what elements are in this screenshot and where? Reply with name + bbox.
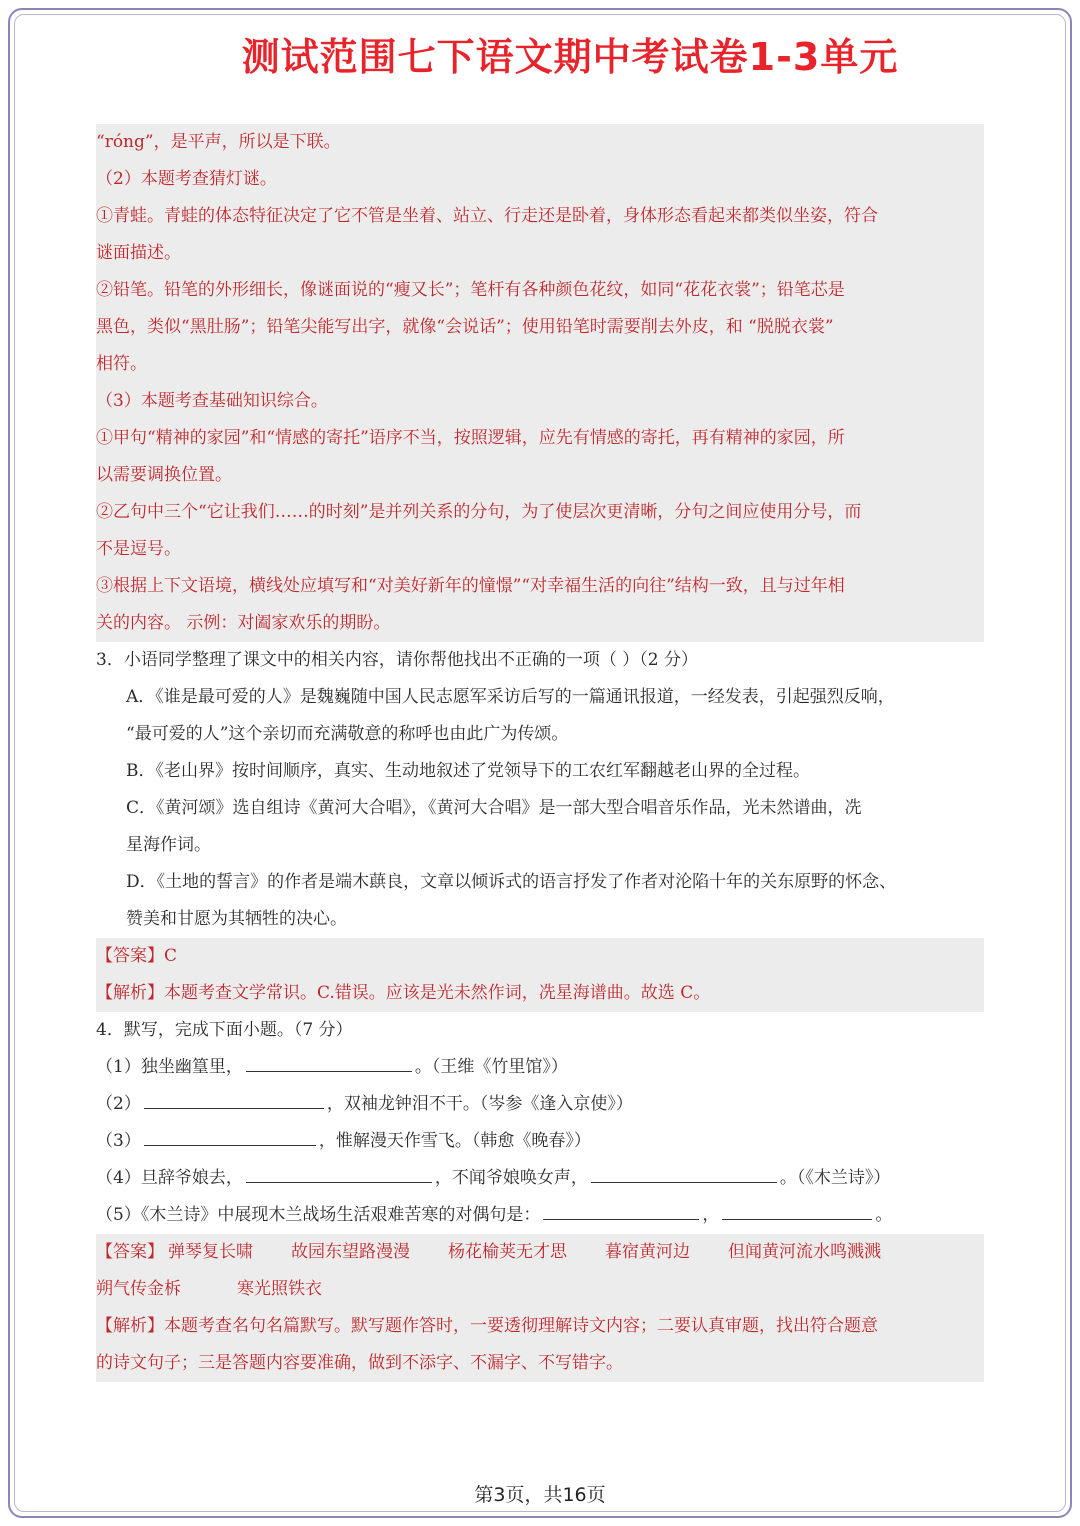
document-body: [96, 124, 986, 1382]
analysis-line: 不是逗号。: [96, 539, 181, 559]
question-3: [96, 642, 986, 938]
analysis-text: 【解析】本题考查文学常识。C.错误。应该是光未然作词，冼星海谱曲。故选 C。: [96, 983, 711, 1003]
fill-blank: [543, 1197, 699, 1220]
question-4-answer: [96, 1234, 984, 1382]
fill-item-4: [96, 1160, 986, 1197]
fill-text: 。: [875, 1205, 893, 1225]
analysis-line: 【解析】本题考查名句名篇默写。默写题作答时，一要透彻理解诗文内容；二要认真审题，找出符合题意: [96, 1316, 878, 1336]
question-stem: 3．小语同学整理了课文中的相关内容，请你帮他找出不正确的一项（ ）（2 分）: [96, 650, 698, 670]
option-d-cont: 赞美和甘愿为其牺牲的决心。: [126, 909, 347, 929]
fill-text: ，双袖龙钟泪不干。: [326, 1094, 480, 1114]
page-number: 第3页，共16页: [474, 1484, 606, 1506]
question-4: [96, 1012, 986, 1234]
analysis-line: 的诗文句子；三是答题内容要准确，做到不添字、不漏字、不写错字。: [96, 1353, 623, 1373]
fill-blank: [246, 1160, 432, 1183]
answer-line: [96, 1271, 984, 1308]
fill-blank: [722, 1197, 872, 1220]
fill-text: （岑参《逢入京使》）: [479, 1094, 633, 1114]
fill-text: （韩愈《晚春》）: [471, 1131, 591, 1151]
fill-blank: [591, 1160, 777, 1183]
option-a: A．《谁是最可爱的人》是魏巍随中国人民志愿军采访后写的一篇通讯报道，一经发表，引起强烈反响，: [126, 687, 895, 707]
fill-blank: [144, 1086, 324, 1109]
previous-answer-analysis: [96, 124, 984, 642]
answer-item: 杨花榆荚无才思: [448, 1242, 567, 1262]
option-b: B．《老山界》按时间顺序，真实、生动地叙述了党领导下的工农红军翻越老山界的全过程。: [126, 761, 810, 781]
option-d: D．《土地的誓言》的作者是端木蕻良，文章以倾诉式的语言抒发了作者对沦陷十年的关东原野的怀念、: [126, 872, 897, 892]
fill-text: 。（王维《竹里馆》）: [414, 1057, 568, 1077]
analysis-line: 黑色，类似“黑肚肠”；铅笔尖能写出字，就像“会说话”；使用铅笔时需要削去外皮，和 “脱脱衣裳”: [96, 317, 834, 337]
fill-item-1: [96, 1049, 986, 1086]
question-stem: 4．默写，完成下面小题。（7 分）: [96, 1020, 353, 1040]
answer-label: 【答案】: [96, 1242, 164, 1262]
fill-item-5: [96, 1197, 986, 1234]
option-c: C．《黄河颂》选自组诗《黄河大合唱》，《黄河大合唱》是一部大型合唱音乐作品，光未然谱曲，冼: [126, 798, 862, 818]
analysis-line: 关的内容。 示例：对阖家欢乐的期盼。: [96, 613, 391, 633]
question-3-answer: [96, 938, 984, 1012]
fill-item-2: [96, 1086, 986, 1123]
analysis-line: ①甲句“精神的家园”和“情感的寄托”语序不当，按照逻辑，应先有情感的寄托，再有精神的家园，所: [96, 428, 845, 448]
answer-item: 寒光照铁衣: [237, 1279, 322, 1299]
fill-text: （2）: [96, 1094, 141, 1114]
fill-text: ，: [702, 1205, 720, 1225]
analysis-line: （2）本题考查猜灯谜。: [96, 169, 277, 189]
analysis-line: 以需要调换位置。: [96, 465, 232, 485]
answer-item: 弹琴复长啸: [168, 1242, 253, 1262]
analysis-line: ②铅笔。铅笔的外形细长，像谜面说的“瘦又长”；笔杆有各种颜色花纹，如同“花花衣裳”；铅笔芯是: [96, 280, 845, 300]
fill-text: （3）: [96, 1131, 141, 1151]
analysis-line: （3）本题考查基础知识综合。: [96, 391, 328, 411]
option-a-cont: “最可爱的人”这个亲切而充满敬意的称呼也由此广为传颂。: [126, 724, 569, 744]
fill-text: （1）独坐幽篁里，: [96, 1057, 243, 1077]
analysis-line: “róng”，是平声，所以是下联。: [96, 132, 341, 152]
answer-text: 【答案】C: [96, 946, 178, 966]
analysis-line: ③根据上下文语境，横线处应填写和“对美好新年的憧憬”“对幸福生活的向往”结构一致，且与过年相: [96, 576, 845, 596]
answer-item: 暮宿黄河边: [605, 1242, 690, 1262]
answer-item: 但闻黄河流水鸣溅溅: [728, 1242, 881, 1262]
fill-text: 。（《木兰诗》）: [779, 1168, 891, 1188]
analysis-line: ①青蛙。青蛙的体态特征决定了它不管是坐着、站立、行走还是卧着，身体形态看起来都类似坐姿，符合: [96, 206, 878, 226]
analysis-line: 谜面描述。: [96, 243, 181, 263]
answer-item: 朔气传金柝: [96, 1279, 181, 1299]
fill-text: ，不闻爷娘唤女声，: [434, 1168, 588, 1188]
analysis-line: ②乙句中三个“它让我们……的时刻”是并列关系的分句，为了使层次更清晰，分句之间应使用分号，而: [96, 502, 862, 522]
page-title: 测试范围七下语文期中考试卷1-3单元: [241, 35, 899, 79]
analysis-line: 相符。: [96, 354, 147, 374]
answer-item: 故园东望路漫漫: [291, 1242, 410, 1262]
fill-item-3: [96, 1123, 986, 1160]
fill-text: ，惟解漫天作雪飞。: [318, 1131, 472, 1151]
option-c-cont: 星海作词。: [126, 835, 211, 855]
answer-line: [96, 1234, 984, 1271]
fill-text: （5）《木兰诗》中展现木兰战场生活艰难苦寒的对偶句是：: [96, 1205, 541, 1225]
fill-text: （4）旦辞爷娘去，: [96, 1168, 243, 1188]
fill-blank: [144, 1123, 316, 1146]
fill-blank: [246, 1049, 412, 1072]
